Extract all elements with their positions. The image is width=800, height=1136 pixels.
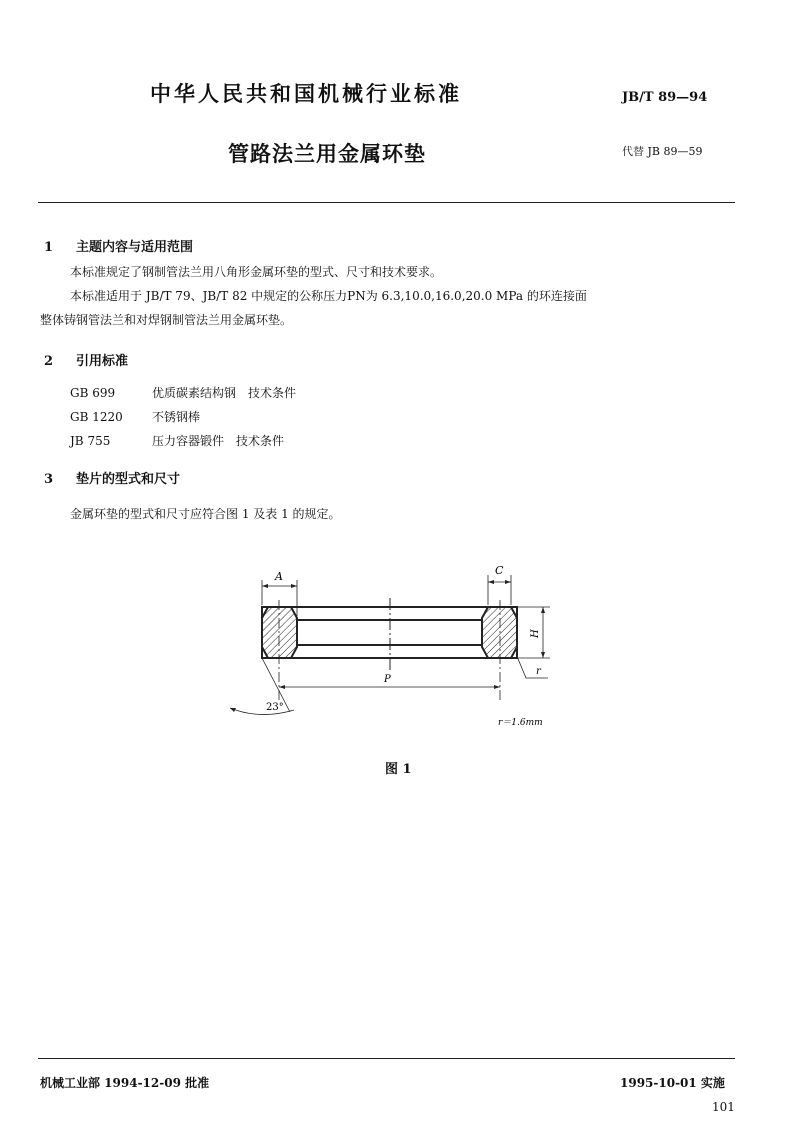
footer-divider <box>38 1058 735 1059</box>
radius-label: r <box>536 666 541 677</box>
section-number: 1 <box>44 240 54 255</box>
approval-note: 机械工业部 1994-12-09 批准 <box>40 1076 210 1090</box>
right-section-hatched <box>482 607 517 658</box>
angle-label: 23° <box>266 702 284 713</box>
ring-gasket-drawing <box>220 560 580 735</box>
reference-row <box>70 384 296 401</box>
angle-arc <box>230 708 294 715</box>
arrow-head <box>541 652 545 658</box>
arrow-head <box>488 580 494 584</box>
dim-h-label: H <box>530 629 541 638</box>
section-title: 垫片的型式和尺寸 <box>76 472 181 487</box>
section-1-paragraph-2-cont: 整体铸钢管法兰和对焊钢制管法兰用金属环垫。 <box>40 313 293 327</box>
reference-row <box>70 408 200 425</box>
figure-caption: 图 1 <box>385 762 412 777</box>
arrow-head <box>541 607 545 613</box>
section-2-heading <box>44 350 128 369</box>
section-3-heading <box>44 468 180 487</box>
org-title: 中华人民共和国机械行业标准 <box>150 82 462 106</box>
reference-row <box>70 432 284 449</box>
dim-c-label: C <box>495 564 504 577</box>
arrow-head <box>505 580 511 584</box>
document-title: 管路法兰用金属环垫 <box>228 142 426 166</box>
dim-a-label: A <box>275 570 283 583</box>
reference-title: 不锈钢棒 <box>152 410 201 424</box>
replaces-note: 代替 JB 89—59 <box>622 145 703 158</box>
arrow-head <box>279 685 285 689</box>
page-number: 101 <box>712 1100 735 1114</box>
effective-date: 1995-10-01 实施 <box>620 1076 725 1090</box>
reference-code: GB 1220 <box>70 410 123 424</box>
arrow-head <box>291 584 297 588</box>
section-number: 2 <box>44 354 54 369</box>
reference-code: JB 755 <box>70 434 111 448</box>
reference-code: GB 699 <box>70 386 116 400</box>
radius-note: r＝1.6mm <box>498 718 543 728</box>
section-number: 3 <box>44 472 54 487</box>
section-1-paragraph-1: 本标准规定了钢制管法兰用八角形金属环垫的型式、尺寸和技术要求。 <box>70 265 443 279</box>
reference-title: 优质碳素结构钢 技术条件 <box>152 386 297 400</box>
arrow-head <box>494 685 500 689</box>
reference-title: 压力容器锻件 技术条件 <box>152 434 285 448</box>
dim-p-label: P <box>384 674 391 685</box>
section-title: 主题内容与适用范围 <box>76 240 194 255</box>
section-3-paragraph: 金属环垫的型式和尺寸应符合图 1 及表 1 的规定。 <box>70 507 341 521</box>
header-divider <box>38 202 735 203</box>
standard-number: JB/T 89—94 <box>622 90 708 105</box>
section-1-paragraph-2: 本标准适用于 JB/T 79、JB/T 82 中规定的公称压力PN为 6.3,10.0,16.0,20.0 MPa 的环连接面 <box>70 289 587 303</box>
section-1-heading <box>44 236 193 255</box>
left-section-hatched <box>262 607 297 658</box>
arrow-head <box>262 584 268 588</box>
section-title: 引用标准 <box>76 354 129 369</box>
